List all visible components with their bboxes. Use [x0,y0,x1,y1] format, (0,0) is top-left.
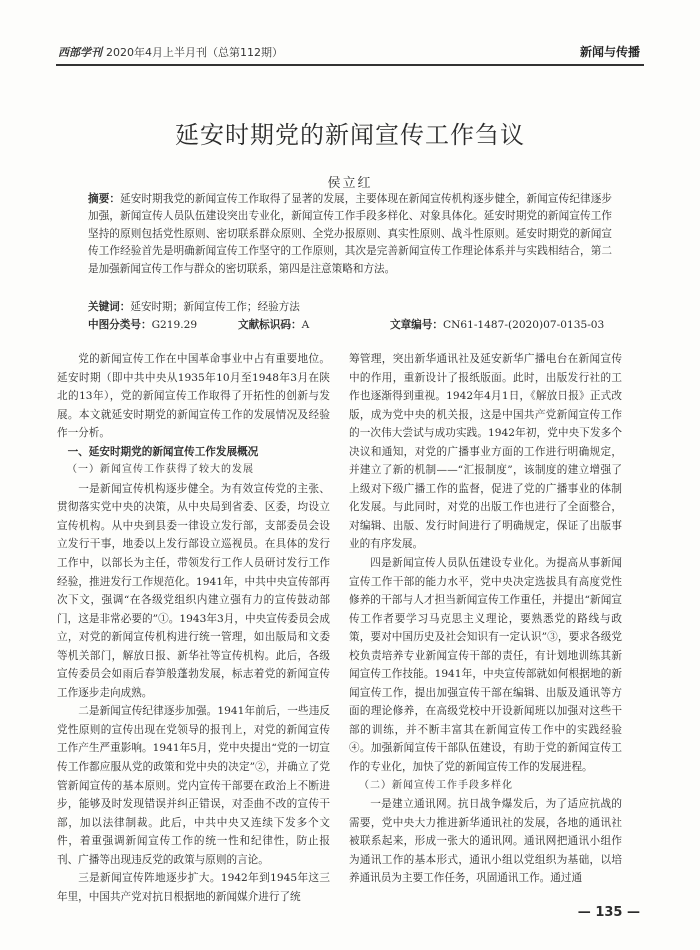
clc-value: G219.29 [151,319,198,331]
article-author: 侯立红 [327,176,373,191]
article-no-field [390,316,605,334]
running-header [58,44,283,60]
abstract [88,191,612,278]
article-title: 延安时期党的新闻宣传工作刍议 [175,121,525,149]
body-paragraph: 二是新闻宣传纪律逐步加强。1941年前后，一些违反党性原则的宣传出现在党领导的报刊上，对党的新闻宣传工作产生严重影响。1941年5月，党中央提出“党的一切宣传工作都应服从党的政策和党中央的决定”②，并确立了党管新闻宣传的基本原则。党内宣传干部要在政治上不断进步，能够及时发现错误并纠正错误，对歪曲不改的宣传干部，加以法律制裁。此后，中共中央又连续下发多个文件，着重强调新闻宣传工作的统一性和纪律性，防止报刊、广播等出现违反党的政策与原则的言论。 [57,705,330,866]
abstract-label: 摘要： [88,193,121,205]
right-column [349,350,622,888]
article-no-value: CN61-1487-(2020)07-0135-03 [442,319,605,331]
keywords [88,298,612,316]
body-paragraph: 一是建立通讯网。抗日战争爆发后，为了适应抗战的需要，党中央大力推进新华通讯社的发展，各地的通讯社被联系起来，形成一张大的通讯网。通讯网把通讯小组作为通讯工作的基本形式，通讯小组以党组织为基础，以培养通讯员为主要工作任务，巩固通讯工作。通过通 [349,798,622,885]
clc-label: 中图分类号： [88,319,152,331]
body-paragraph: 四是新闻宣传人员队伍建设专业化。为提高从事新闻宣传工作干部的能力水平，党中央决定选拔具有高度党性修养的干部与人才担当新闻宣传工作重任，并提出“新闻宣传工作者要学习马克思主义理论，要熟悉党的路线与政策，要对中国历史及社会知识有一定认识”③，要求各级党校负责培养专业新闻宣传干部的责任，有计划地训练其新闻宣传工作技能。1941年，中央宣传部就如何根据地的新闻宣传工作，提出加强宣传干部在编辑、出版及通讯等方面的理论修养，在高级党校中开设新闻班以加强对这些干部的训练，并不断丰富其在新闻宣传工作中的实践经验④。加强新闻宣传干部队伍建设，有助于党的新闻宣传工作的专业化，加快了党的新闻宣传工作的发展进程。 [349,557,622,774]
left-column [57,350,330,906]
section-name: 新闻与传播 [579,45,640,59]
subsection-heading: （一）新闻宣传工作获得了较大的发展 [67,464,254,476]
doc-code-field [238,316,310,334]
journal-name: 西部学刊 [58,46,102,59]
subsection-heading: （二）新闻宣传工作手段多样化 [359,779,513,791]
header-rule [56,64,644,66]
abstract-text: 延安时期我党的新闻宣传工作取得了显著的发展，主要体现在新闻宣传机构逐步健全，新闻宣传纪律逐步加强，新闻宣传人员队伍建设突出专业化，新闻宣传工作手段多样化、对象具体化。延安时期党的新闻宣传工作坚持的原则包括党性原则、密切联系群众原则、全党办报原则、真实性原则、战斗性原则。延安时期党的新闻宣传工作经验首先是明确新闻宣传工作坚守的工作原则，其次是完善新闻宣传工作理论体系并与实践相结合，第二是加强新闻宣传工作与群众的密切联系，第四是注意策略和方法。 [88,193,613,275]
doc-code-value: A [301,319,310,331]
body-paragraph: 三是新闻宣传阵地逐步扩大。1942年到1945年这三年里，中国共产党对抗日根据地的新闻媒介进行了统 [57,872,330,903]
article-no-label: 文章编号： [390,319,443,331]
clc-field [88,316,198,334]
keywords-label: 关键词： [88,301,131,313]
section-heading: 一、延安时期党的新闻宣传工作发展概况 [67,445,259,458]
body-paragraph: 党的新闻宣传工作在中国革命事业中占有重要地位。延安时期（即中共中央从1935年10月至1948年3月在陕北的13年），党的新闻宣传工作取得了开拓性的创新与发展。本文就延安时期党的新闻宣传工作的发展情况及经验作一分析。 [57,353,330,440]
keywords-text: 延安时期；新闻宣传工作；经验方法 [130,301,300,313]
page-number: — 135 — [577,905,640,920]
body-paragraph: 筹管理，突出新华通讯社及延安新华广播电台在新闻宣传中的作用，重新设计了报纸版面。此时，出版发行社的工作也逐渐得到重视。1942年4月1日，《解放日报》正式改版，成为党中央的机关报，这是中国共产党新闻宣传工作的一次伟大尝试与成功实践。1942年初，党中央下发多个决议和通知，对党的广播事业方面的工作进行明确规定，并建立了新的机制——“汇报制度”，该制度的建立增强了上级对下级广播工作的监督，促进了党的广播事业的体制化发展。与此同时，对党的出版工作也进行了全面整合，对编辑、出版、发行时间进行了明确规定，保证了出版事业的有序发展。 [349,353,622,551]
body-paragraph: 一是新闻宣传机构逐步健全。为有效宣传党的主张、贯彻落实党中央的决策，从中央局到省委、区委，均设立宣传机构。从中央到县委一律设立发行部，支部委员会设立发行干事，地委以上发行部设立巡视员。在具体的发行工作中，以部长为主任，带领发行工作人员研讨发行工作经验，推进发行工作规范化。1941年，中共中央宣传部再次下文，强调“在各级党组织内建立强有力的宣传鼓动部门，这是非常必要的”①。1943年3月，中央宣传委员会成立，对党的新闻宣传机构进行统一管理，如出版局和文委等机关部门，解放日报、新华社等宣传机构。此后，各级宣传委员会如雨后春笋般蓬勃发展，标志着党的新闻宣传工作逐步走向成熟。 [57,482,330,699]
journal-issue: 2020年4月上半月刊（总第112期） [106,46,283,59]
doc-code-label: 文献标识码： [238,319,302,331]
